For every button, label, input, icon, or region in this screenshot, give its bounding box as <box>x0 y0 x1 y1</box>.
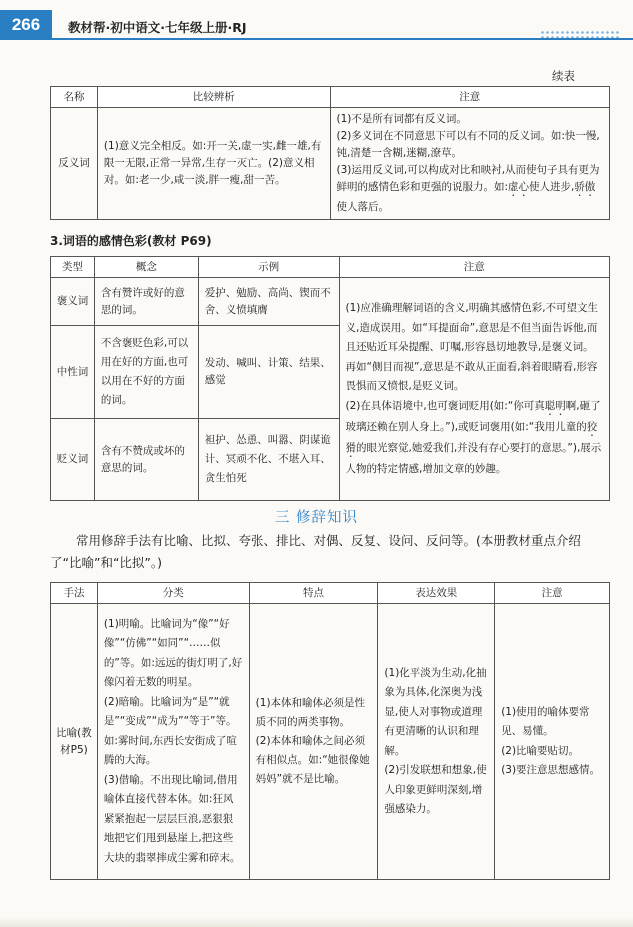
note-item: (2)多义词在不同意思下可以有不同的反义词。如:快一慢,钝,清楚一含糊,迷糊,潦草。 <box>336 130 600 159</box>
table-row <box>51 604 610 880</box>
concept-cell: 含有赞许或好的意思的词。 <box>94 278 198 326</box>
class-item: (2)暗喻。比喻词为“是”“就是”“变成”“成为”“等于”等。如:雾时间,东西长安街成了喧腾的大海。 <box>103 695 237 767</box>
page-bottom-edge <box>0 917 633 927</box>
table-header-row <box>51 583 610 604</box>
note-item: (1)使用的喻体要常见、易懂。 <box>501 705 590 737</box>
example-cell: 爱护、勉励、高尚、锲而不舍、义愤填膺 <box>198 278 339 326</box>
note-item <box>346 397 604 480</box>
note-cell <box>330 108 610 220</box>
continued-label: 续表 <box>552 69 575 83</box>
effect-item: (1)化平淡为生动,化抽象为具体,化深奥为浅显,使人对事物或道理有更清晰的认识和理解。 <box>384 666 487 757</box>
col-header-comparison: 比较辨析 <box>97 87 330 108</box>
row-method: 比喻(教材P5) <box>51 604 98 880</box>
col-header-note: 注意 <box>330 87 610 108</box>
page-number: 266 <box>0 10 52 40</box>
table-row <box>51 108 610 220</box>
note-cell <box>495 604 610 880</box>
class-cell <box>97 604 249 880</box>
note-text: 啊,砸了玻璃还赖在别人身上。”),或贬词褒用(如:“我用儿童的 <box>345 399 601 433</box>
emphasis-text: 狡猾 <box>345 420 598 454</box>
note-text: 使人进步, <box>529 181 575 193</box>
comparison-cell: (1)意义完全相反。如:开一关,虚一实,雌一雄,有限一无限,正常一异常,生存一灭亡。(2)意义相对。如:老一少,咸一淡,胖一瘦,甜一苦。 <box>97 108 330 220</box>
table-header-row <box>51 257 610 278</box>
col-header-class: 分类 <box>97 583 249 604</box>
row-type: 中性词 <box>51 326 95 419</box>
row-name: 反义词 <box>51 108 98 220</box>
concept-cell: 不含褒贬色彩,可以用在好的方面,也可以用在不好的方面的词。 <box>94 326 198 419</box>
note-cell <box>339 278 610 501</box>
rhetoric-table <box>50 582 610 880</box>
note-text: 使人落后。 <box>336 201 389 213</box>
header-dot-pattern <box>540 30 620 38</box>
note-item: (2)比喻要贴切。 <box>501 744 580 757</box>
note-item: (3)要注意思想感情。 <box>501 764 601 776</box>
table-row <box>51 278 610 326</box>
col-header-method: 手法 <box>51 583 98 604</box>
class-item: (1)明喻。比喻词为“像”“好像”“仿佛”“如同”“……似的”等。如:远远的街灯明了,好像闪着无数的明星。 <box>103 617 243 689</box>
feature-item: (1)本体和喻体必须是性质不同的两类事物。 <box>255 697 366 728</box>
col-header-note: 注意 <box>339 257 610 278</box>
col-header-note: 注意 <box>495 583 610 604</box>
row-type: 贬义词 <box>51 419 95 501</box>
intro-paragraph: 常用修辞手法有比喻、比拟、夸张、排比、对偶、反复、设问、反问等。(本册教材重点介绍了“比喻”和“比拟”。) <box>50 533 581 570</box>
class-item: (3)借喻。不出现比喻词,借用喻体直接代替本体。如:狂风紧紧抱起一层层巨浪,恶狠狠地把它们甩到悬崖上,把这些大块的翡翠摔成尘雾和碎末。 <box>103 773 241 864</box>
page-header <box>0 0 633 44</box>
emphasis-text: 聪明 <box>544 399 566 412</box>
section-title: 三 修辞知识 <box>274 510 359 526</box>
feature-item: (2)本体和喻体之间必须有相似点。如:“她很像她妈妈”就不是比喻。 <box>255 735 370 785</box>
note-text: (2)在具体语境中,也可褒词贬用(如:“你可真 <box>345 399 545 412</box>
note-text: (3)运用反义词,可以构成对比和映衬,从而使句子具有更为鲜明的感情色彩和更强的说服力。如: <box>336 164 600 193</box>
col-header-name: 名称 <box>51 87 98 108</box>
emotion-color-table <box>50 256 610 501</box>
emphasis-text: 虚心 <box>508 181 530 193</box>
antonym-table <box>50 86 610 220</box>
example-cell: 袒护、怂恿、叫嚣、阴谋诡计、冥顽不化、不堪入耳、贪生怕死 <box>198 419 339 501</box>
concept-cell: 含有不赞成或坏的意思的词。 <box>94 419 198 501</box>
emphasis-text: 骄傲 <box>574 181 596 193</box>
book-title: 教材帮·初中语文·七年级上册·RJ <box>68 20 247 35</box>
row-type: 褒义词 <box>51 278 95 326</box>
col-header-feature: 特点 <box>249 583 378 604</box>
col-header-effect: 表达效果 <box>378 583 495 604</box>
col-header-example: 示例 <box>198 257 339 278</box>
table-header-row <box>51 87 610 108</box>
effect-cell <box>378 604 495 880</box>
feature-cell <box>249 604 378 880</box>
section-heading: 3.词语的感情色彩(教材 P69) <box>50 234 212 248</box>
col-header-concept: 概念 <box>94 257 198 278</box>
note-item <box>337 162 604 216</box>
note-item: (1)应准确理解词语的含义,明确其感情色彩,不可望文生义,造成误用。如“耳提面命”,意思是不但当面告诉他,而且还贴近耳朵提醒、叮嘱,形容恳切地教导,是褒义词。再如“侧目而视”,意思是不敢从正面看,斜着眼睛看,形容畏惧而又愤恨,是贬义词。 <box>345 302 599 392</box>
note-text: 的眼光察觉,她爱我们,并没有存心要打的意思。”),展示人物的特定情感,增加文章的妙趣。 <box>345 441 602 475</box>
effect-item: (2)引发联想和想象,使人印象更鲜明深刻,增强感染力。 <box>384 764 487 815</box>
note-item: (1)不是所有词都有反义词。 <box>336 113 467 125</box>
example-cell: 发动、喊叫、计策、结果、感觉 <box>198 326 339 419</box>
col-header-type: 类型 <box>51 257 95 278</box>
header-rule <box>52 38 633 40</box>
